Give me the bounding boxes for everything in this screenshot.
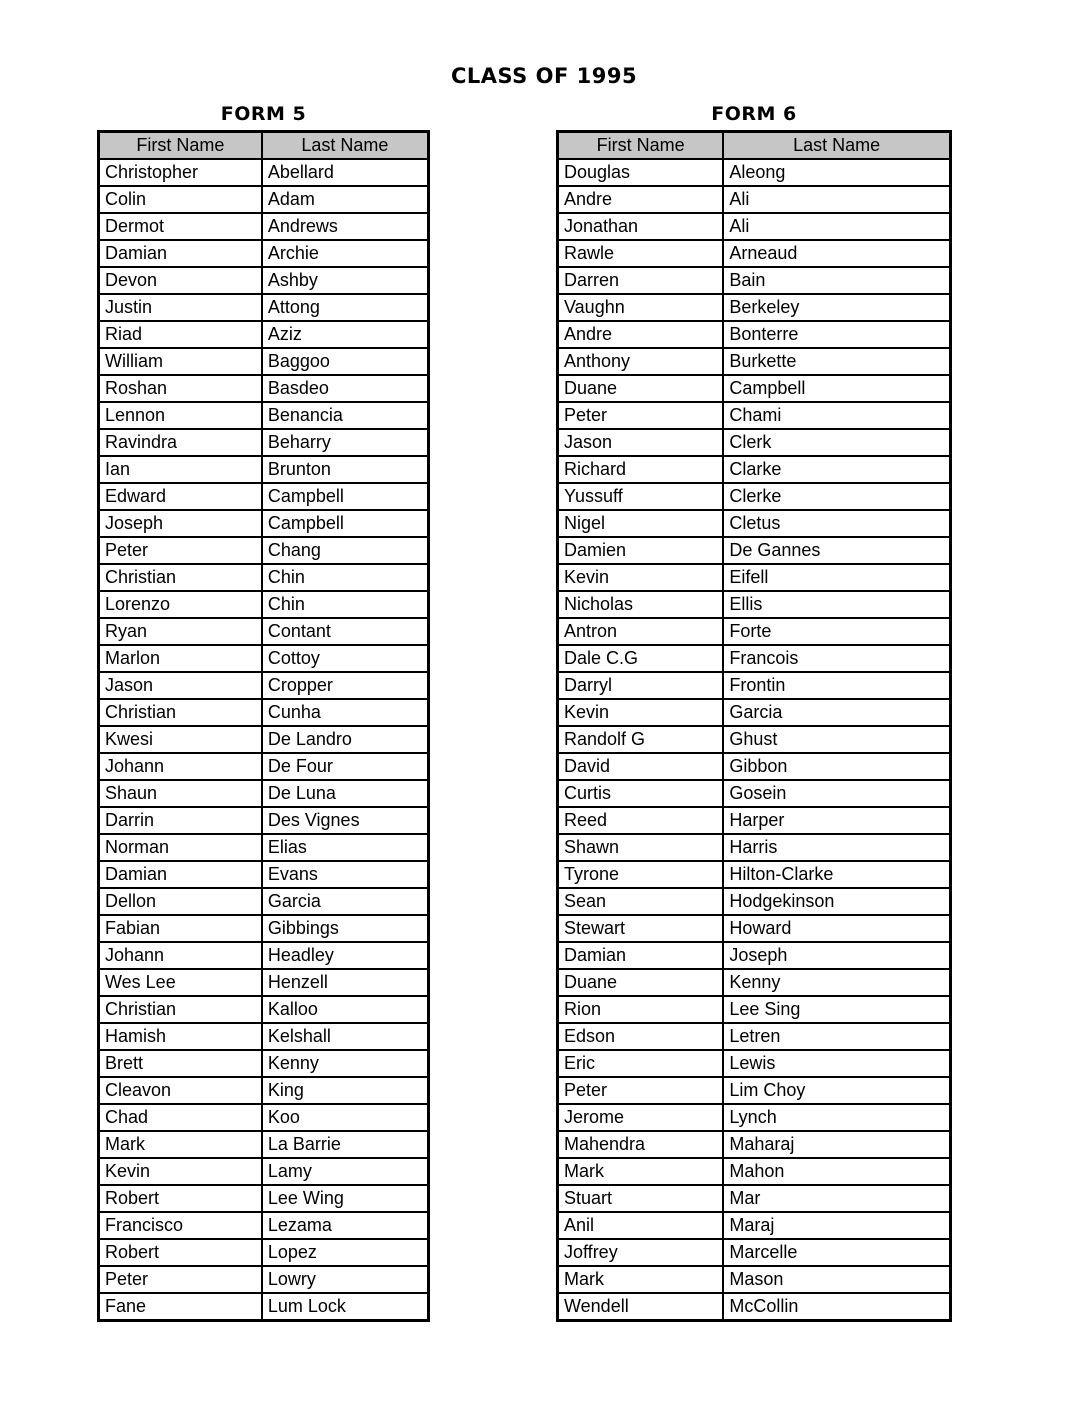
table-row	[558, 645, 951, 672]
table-row	[558, 159, 951, 186]
table-row	[99, 375, 429, 402]
first-name-cell: Jonathan	[558, 213, 724, 240]
first-name-cell: Dermot	[99, 213, 262, 240]
first-name-cell: Fabian	[99, 915, 262, 942]
table-row	[558, 1185, 951, 1212]
last-name-cell: Aleong	[723, 159, 950, 186]
first-name-cell: Rion	[558, 996, 724, 1023]
last-name-cell: Headley	[262, 942, 429, 969]
last-name-cell: Kelshall	[262, 1023, 429, 1050]
table-row	[99, 1266, 429, 1293]
first-name-cell: Marlon	[99, 645, 262, 672]
table-row	[558, 1212, 951, 1239]
form6-table	[556, 130, 952, 1322]
last-name-cell: Benancia	[262, 402, 429, 429]
table-row	[99, 294, 429, 321]
last-name-cell: Kenny	[262, 1050, 429, 1077]
table-row	[558, 402, 951, 429]
last-name-cell: Ashby	[262, 267, 429, 294]
first-name-cell: Curtis	[558, 780, 724, 807]
first-name-cell: Yussuff	[558, 483, 724, 510]
table-row	[99, 1158, 429, 1185]
table-row	[558, 1158, 951, 1185]
first-name-cell: Shawn	[558, 834, 724, 861]
form5-caption: FORM 5	[220, 103, 307, 125]
first-name-cell: Andre	[558, 321, 724, 348]
last-name-cell: Ali	[723, 213, 950, 240]
last-name-cell: Gosein	[723, 780, 950, 807]
first-name-cell: Damian	[99, 861, 262, 888]
table-row	[99, 213, 429, 240]
table-row	[558, 348, 951, 375]
table-row	[558, 321, 951, 348]
first-name-cell: Dellon	[99, 888, 262, 915]
first-name-cell: Anil	[558, 1212, 724, 1239]
table-row	[99, 537, 429, 564]
first-name-cell: Mark	[99, 1131, 262, 1158]
last-name-cell: Hodgekinson	[723, 888, 950, 915]
table-row	[99, 1212, 429, 1239]
table-row	[99, 186, 429, 213]
first-name-cell: Brett	[99, 1050, 262, 1077]
table-row	[99, 996, 429, 1023]
last-name-cell: Hilton-Clarke	[723, 861, 950, 888]
last-name-cell: Clerk	[723, 429, 950, 456]
header-row	[558, 132, 951, 160]
first-name-cell: Douglas	[558, 159, 724, 186]
last-name-cell: Campbell	[723, 375, 950, 402]
first-name-cell: Damian	[558, 942, 724, 969]
table-row	[99, 834, 429, 861]
table-row	[99, 969, 429, 996]
table-row	[558, 1023, 951, 1050]
first-name-cell: Ravindra	[99, 429, 262, 456]
last-name-cell: Harris	[723, 834, 950, 861]
table-row	[99, 915, 429, 942]
table-row	[558, 429, 951, 456]
last-name-cell: Lewis	[723, 1050, 950, 1077]
last-name-cell: Campbell	[262, 510, 429, 537]
last-name-cell: Archie	[262, 240, 429, 267]
first-name-cell: Robert	[99, 1239, 262, 1266]
first-name-cell: Randolf G	[558, 726, 724, 753]
last-name-cell: Lamy	[262, 1158, 429, 1185]
last-name-cell: Attong	[262, 294, 429, 321]
first-name-cell: Jason	[99, 672, 262, 699]
last-name-cell: La Barrie	[262, 1131, 429, 1158]
last-name-cell: Berkeley	[723, 294, 950, 321]
last-name-cell: Baggoo	[262, 348, 429, 375]
last-name-cell: Bain	[723, 267, 950, 294]
first-name-cell: Dale C.G	[558, 645, 724, 672]
last-name-cell: Letren	[723, 1023, 950, 1050]
last-name-cell: Evans	[262, 861, 429, 888]
table-row	[99, 564, 429, 591]
table-row	[99, 672, 429, 699]
table-row	[558, 807, 951, 834]
first-name-cell: Kwesi	[99, 726, 262, 753]
first-name-cell: Peter	[558, 402, 724, 429]
first-name-cell: Darrin	[99, 807, 262, 834]
first-name-cell: Rawle	[558, 240, 724, 267]
last-name-cell: Kenny	[723, 969, 950, 996]
last-name-cell: Aziz	[262, 321, 429, 348]
table-row	[558, 1293, 951, 1321]
table-row	[558, 375, 951, 402]
table-row	[99, 888, 429, 915]
table-row	[99, 456, 429, 483]
first-name-cell: Norman	[99, 834, 262, 861]
last-name-cell: Adam	[262, 186, 429, 213]
table-row	[558, 834, 951, 861]
table-row	[558, 780, 951, 807]
last-name-cell: Chang	[262, 537, 429, 564]
table-row	[99, 1023, 429, 1050]
first-name-cell: Kevin	[558, 564, 724, 591]
column-header-last-name: Last Name	[262, 132, 429, 160]
table-row	[558, 861, 951, 888]
last-name-cell: Andrews	[262, 213, 429, 240]
table-row	[99, 1185, 429, 1212]
first-name-cell: Fane	[99, 1293, 262, 1321]
first-name-cell: Damien	[558, 537, 724, 564]
last-name-cell: Beharry	[262, 429, 429, 456]
first-name-cell: Andre	[558, 186, 724, 213]
first-name-cell: Johann	[99, 942, 262, 969]
table-row	[99, 591, 429, 618]
last-name-cell: Lim Choy	[723, 1077, 950, 1104]
table-row	[558, 753, 951, 780]
last-name-cell: De Landro	[262, 726, 429, 753]
first-name-cell: Darren	[558, 267, 724, 294]
column-header-first-name: First Name	[99, 132, 262, 160]
first-name-cell: Richard	[558, 456, 724, 483]
first-name-cell: Tyrone	[558, 861, 724, 888]
first-name-cell: Riad	[99, 321, 262, 348]
table-row	[558, 294, 951, 321]
last-name-cell: Henzell	[262, 969, 429, 996]
first-name-cell: Lorenzo	[99, 591, 262, 618]
last-name-cell: Cropper	[262, 672, 429, 699]
last-name-cell: Howard	[723, 915, 950, 942]
table-row	[99, 1239, 429, 1266]
last-name-cell: Lynch	[723, 1104, 950, 1131]
last-name-cell: Mason	[723, 1266, 950, 1293]
first-name-cell: Peter	[99, 1266, 262, 1293]
table-row	[99, 159, 429, 186]
table-row	[99, 1050, 429, 1077]
table-row	[558, 510, 951, 537]
first-name-cell: Duane	[558, 969, 724, 996]
table-row	[558, 186, 951, 213]
table-row	[558, 1239, 951, 1266]
table-row	[99, 807, 429, 834]
last-name-cell: Eifell	[723, 564, 950, 591]
last-name-cell: Abellard	[262, 159, 429, 186]
last-name-cell: Frontin	[723, 672, 950, 699]
last-name-cell: Forte	[723, 618, 950, 645]
last-name-cell: Lowry	[262, 1266, 429, 1293]
table-row	[558, 726, 951, 753]
first-name-cell: Sean	[558, 888, 724, 915]
last-name-cell: Cottoy	[262, 645, 429, 672]
first-name-cell: Reed	[558, 807, 724, 834]
last-name-cell: Koo	[262, 1104, 429, 1131]
last-name-cell: Garcia	[723, 699, 950, 726]
table-row	[99, 618, 429, 645]
first-name-cell: Antron	[558, 618, 724, 645]
last-name-cell: Contant	[262, 618, 429, 645]
first-name-cell: Nicholas	[558, 591, 724, 618]
table-row	[558, 969, 951, 996]
table-row	[99, 402, 429, 429]
table-row	[558, 213, 951, 240]
table-row	[99, 348, 429, 375]
table-row	[558, 1050, 951, 1077]
last-name-cell: Lezama	[262, 1212, 429, 1239]
first-name-cell: Mahendra	[558, 1131, 724, 1158]
first-name-cell: Francisco	[99, 1212, 262, 1239]
last-name-cell: Maharaj	[723, 1131, 950, 1158]
table-row	[558, 564, 951, 591]
table-row	[558, 1077, 951, 1104]
first-name-cell: Kevin	[558, 699, 724, 726]
table-row	[558, 942, 951, 969]
first-name-cell: Wes Lee	[99, 969, 262, 996]
last-name-cell: Bonterre	[723, 321, 950, 348]
last-name-cell: Chin	[262, 564, 429, 591]
header-row	[99, 132, 429, 160]
table-row	[99, 510, 429, 537]
table-row	[99, 753, 429, 780]
table-row	[99, 429, 429, 456]
first-name-cell: Stuart	[558, 1185, 724, 1212]
last-name-cell: Des Vignes	[262, 807, 429, 834]
last-name-cell: Burkette	[723, 348, 950, 375]
first-name-cell: Peter	[99, 537, 262, 564]
last-name-cell: Gibbings	[262, 915, 429, 942]
last-name-cell: King	[262, 1077, 429, 1104]
last-name-cell: Brunton	[262, 456, 429, 483]
last-name-cell: Joseph	[723, 942, 950, 969]
first-name-cell: Johann	[99, 753, 262, 780]
first-name-cell: Edson	[558, 1023, 724, 1050]
last-name-cell: Marcelle	[723, 1239, 950, 1266]
first-name-cell: Vaughn	[558, 294, 724, 321]
table-row	[99, 1293, 429, 1321]
last-name-cell: Clarke	[723, 456, 950, 483]
first-name-cell: Justin	[99, 294, 262, 321]
last-name-cell: Cletus	[723, 510, 950, 537]
table-row	[558, 915, 951, 942]
last-name-cell: Chin	[262, 591, 429, 618]
last-name-cell: Ghust	[723, 726, 950, 753]
first-name-cell: Jason	[558, 429, 724, 456]
table-row	[99, 1104, 429, 1131]
table-row	[99, 726, 429, 753]
first-name-cell: Joseph	[99, 510, 262, 537]
table-row	[558, 996, 951, 1023]
first-name-cell: Christopher	[99, 159, 262, 186]
first-name-cell: Robert	[99, 1185, 262, 1212]
table-row	[558, 888, 951, 915]
last-name-cell: Arneaud	[723, 240, 950, 267]
table-row	[558, 483, 951, 510]
last-name-cell: Ellis	[723, 591, 950, 618]
table-row	[99, 699, 429, 726]
table-row	[99, 321, 429, 348]
table-row	[558, 537, 951, 564]
first-name-cell: Christian	[99, 996, 262, 1023]
table-row	[99, 861, 429, 888]
last-name-cell: Clerke	[723, 483, 950, 510]
last-name-cell: Francois	[723, 645, 950, 672]
table-row	[558, 267, 951, 294]
first-name-cell: Peter	[558, 1077, 724, 1104]
table-row	[558, 618, 951, 645]
column-header-first-name: First Name	[558, 132, 724, 160]
last-name-cell: Kalloo	[262, 996, 429, 1023]
table-row	[99, 267, 429, 294]
first-name-cell: Eric	[558, 1050, 724, 1077]
first-name-cell: William	[99, 348, 262, 375]
last-name-cell: Mahon	[723, 1158, 950, 1185]
last-name-cell: Lopez	[262, 1239, 429, 1266]
last-name-cell: Cunha	[262, 699, 429, 726]
first-name-cell: Hamish	[99, 1023, 262, 1050]
last-name-cell: Lee Sing	[723, 996, 950, 1023]
first-name-cell: Damian	[99, 240, 262, 267]
form5-table	[97, 130, 430, 1322]
last-name-cell: Mar	[723, 1185, 950, 1212]
table-row	[99, 1077, 429, 1104]
first-name-cell: Stewart	[558, 915, 724, 942]
first-name-cell: Darryl	[558, 672, 724, 699]
table-row	[99, 1131, 429, 1158]
last-name-cell: De Luna	[262, 780, 429, 807]
last-name-cell: Harper	[723, 807, 950, 834]
first-name-cell: Christian	[99, 564, 262, 591]
last-name-cell: McCollin	[723, 1293, 950, 1321]
table-row	[558, 240, 951, 267]
first-name-cell: David	[558, 753, 724, 780]
last-name-cell: De Gannes	[723, 537, 950, 564]
first-name-cell: Ian	[99, 456, 262, 483]
first-name-cell: Wendell	[558, 1293, 724, 1321]
last-name-cell: De Four	[262, 753, 429, 780]
table-row	[99, 483, 429, 510]
first-name-cell: Lennon	[99, 402, 262, 429]
last-name-cell: Ali	[723, 186, 950, 213]
first-name-cell: Christian	[99, 699, 262, 726]
first-name-cell: Chad	[99, 1104, 262, 1131]
first-name-cell: Ryan	[99, 618, 262, 645]
table-row	[99, 240, 429, 267]
table-row	[558, 1104, 951, 1131]
first-name-cell: Mark	[558, 1266, 724, 1293]
first-name-cell: Kevin	[99, 1158, 262, 1185]
first-name-cell: Colin	[99, 186, 262, 213]
last-name-cell: Chami	[723, 402, 950, 429]
table-row	[558, 672, 951, 699]
first-name-cell: Jerome	[558, 1104, 724, 1131]
form5-section	[97, 103, 430, 1322]
last-name-cell: Garcia	[262, 888, 429, 915]
last-name-cell: Maraj	[723, 1212, 950, 1239]
table-row	[99, 645, 429, 672]
column-header-last-name: Last Name	[723, 132, 950, 160]
last-name-cell: Basdeo	[262, 375, 429, 402]
first-name-cell: Nigel	[558, 510, 724, 537]
first-name-cell: Edward	[99, 483, 262, 510]
first-name-cell: Devon	[99, 267, 262, 294]
table-row	[558, 591, 951, 618]
table-row	[99, 942, 429, 969]
form6-section	[556, 103, 952, 1322]
form6-caption: FORM 6	[711, 103, 797, 125]
first-name-cell: Mark	[558, 1158, 724, 1185]
first-name-cell: Roshan	[99, 375, 262, 402]
last-name-cell: Lum Lock	[262, 1293, 429, 1321]
first-name-cell: Duane	[558, 375, 724, 402]
page-title: CLASS OF 1995	[450, 64, 638, 88]
first-name-cell: Anthony	[558, 348, 724, 375]
table-row	[558, 1131, 951, 1158]
table-row	[99, 780, 429, 807]
last-name-cell: Campbell	[262, 483, 429, 510]
table-row	[558, 699, 951, 726]
last-name-cell: Gibbon	[723, 753, 950, 780]
last-name-cell: Lee Wing	[262, 1185, 429, 1212]
last-name-cell: Elias	[262, 834, 429, 861]
first-name-cell: Shaun	[99, 780, 262, 807]
first-name-cell: Cleavon	[99, 1077, 262, 1104]
first-name-cell: Joffrey	[558, 1239, 724, 1266]
table-row	[558, 1266, 951, 1293]
table-row	[558, 456, 951, 483]
